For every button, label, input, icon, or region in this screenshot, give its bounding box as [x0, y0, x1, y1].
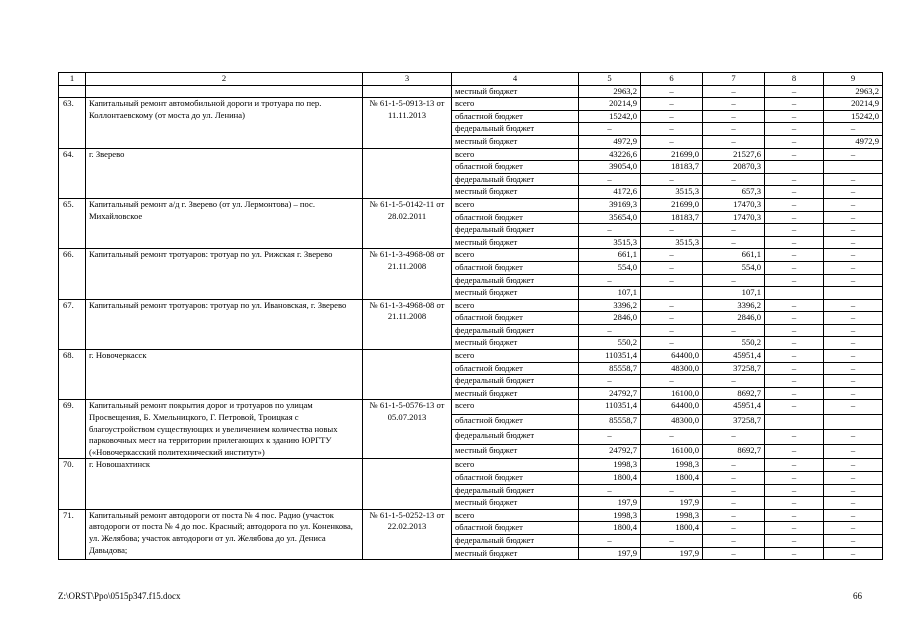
value-cell: – [824, 324, 883, 337]
budget-type-cell: федеральный бюджет [452, 375, 579, 388]
value-cell: 37258,7 [703, 415, 765, 430]
value-cell: 39169,3 [579, 198, 641, 211]
budget-type-cell: всего [452, 148, 579, 161]
value-cell: – [765, 299, 824, 312]
value-cell: 24792,7 [579, 387, 641, 400]
item-name: г. Зверево [86, 148, 363, 198]
value-cell: 20214,9 [824, 98, 883, 111]
item-name: Капитальный ремонт покрытия дорог и тротуаров по улицам Просвещения, Б. Хмельницкого, Г. Петровой, Троицкая с благоустройством существующих и увеличением количества новых парковочных мест на территории прилегающих к зданию ЮРГТУ («Новочеркасский политехнический институт») [86, 400, 363, 459]
table-row [59, 198, 883, 211]
value-cell: 1998,3 [579, 459, 641, 472]
column-number-row [59, 73, 883, 86]
value-cell: 15242,0 [579, 110, 641, 123]
budget-type-cell: всего [452, 350, 579, 363]
value-cell: – [824, 472, 883, 485]
value-cell [824, 415, 883, 430]
value-cell: 661,1 [579, 249, 641, 262]
value-cell: – [703, 135, 765, 148]
table-row [59, 400, 883, 415]
value-cell: 107,1 [703, 287, 765, 300]
value-cell: 21699,0 [641, 148, 703, 161]
value-cell: 1800,4 [641, 472, 703, 485]
value-cell: 24792,7 [579, 444, 641, 459]
value-cell: – [641, 261, 703, 274]
empty-cell [363, 85, 452, 98]
empty-cell [59, 85, 86, 98]
item-name: Капитальный ремонт тротуаров: тротуар по ул. Рижская г. Зверево [86, 249, 363, 299]
value-cell: – [703, 534, 765, 547]
value-cell: 64400,0 [641, 350, 703, 363]
value-cell: – [703, 522, 765, 535]
value-cell: – [703, 459, 765, 472]
value-cell: 1800,4 [579, 472, 641, 485]
value-cell: – [824, 186, 883, 199]
budget-type-cell: областной бюджет [452, 110, 579, 123]
value-cell: 2846,0 [579, 312, 641, 325]
column-number-cell: 3 [363, 73, 452, 86]
item-name: г. Новошахтинск [86, 459, 363, 509]
value-cell: – [765, 249, 824, 262]
value-cell: 550,2 [703, 337, 765, 350]
item-document: № 61-1-3-4968-08 от 21.11.2008 [363, 249, 452, 299]
budget-type-cell: областной бюджет [452, 312, 579, 325]
budget-type-cell: федеральный бюджет [452, 224, 579, 237]
empty-cell [86, 85, 363, 98]
value-cell: – [641, 312, 703, 325]
budget-type-cell: всего [452, 249, 579, 262]
value-cell: 550,2 [579, 337, 641, 350]
value-cell: – [765, 98, 824, 111]
value-cell: 45951,4 [703, 350, 765, 363]
value-cell: 20870,3 [703, 161, 765, 174]
value-cell: – [824, 534, 883, 547]
value-cell: – [765, 534, 824, 547]
value-cell: – [703, 484, 765, 497]
table-row [59, 509, 883, 522]
value-cell: – [765, 312, 824, 325]
value-cell: – [824, 148, 883, 161]
value-cell: 3515,3 [641, 186, 703, 199]
value-cell: 21699,0 [641, 198, 703, 211]
value-cell: – [703, 123, 765, 136]
value-cell: – [703, 173, 765, 186]
table-row [59, 98, 883, 111]
value-cell: – [765, 274, 824, 287]
value-cell: – [641, 85, 703, 98]
value-cell: 4972,9 [579, 135, 641, 148]
value-cell: 197,9 [579, 497, 641, 510]
column-number-cell: 6 [641, 73, 703, 86]
value-cell: 107,1 [579, 287, 641, 300]
value-cell: – [824, 274, 883, 287]
item-document [363, 350, 452, 400]
value-cell: – [765, 375, 824, 388]
budget-type-cell: всего [452, 299, 579, 312]
value-cell: – [765, 173, 824, 186]
value-cell: – [765, 522, 824, 535]
value-cell: – [641, 299, 703, 312]
value-cell: – [765, 472, 824, 485]
budget-type-cell: федеральный бюджет [452, 324, 579, 337]
value-cell: 8692,7 [703, 444, 765, 459]
value-cell: 1998,3 [641, 459, 703, 472]
value-cell: – [824, 224, 883, 237]
budget-type-cell: местный бюджет [452, 497, 579, 510]
value-cell: 17470,3 [703, 211, 765, 224]
budget-type-cell: местный бюджет [452, 444, 579, 459]
value-cell: – [765, 350, 824, 363]
budget-type-cell: всего [452, 198, 579, 211]
item-number: 67. [59, 299, 86, 349]
item-name: г. Новочеркасск [86, 350, 363, 400]
budget-type-cell: местный бюджет [452, 186, 579, 199]
value-cell: – [824, 312, 883, 325]
budget-type-cell: областной бюджет [452, 261, 579, 274]
value-cell: – [703, 324, 765, 337]
value-cell: – [641, 274, 703, 287]
item-number: 63. [59, 98, 86, 148]
budget-table [58, 72, 883, 560]
value-cell: 197,9 [579, 547, 641, 560]
value-cell: – [765, 484, 824, 497]
value-cell: – [824, 261, 883, 274]
value-cell: – [703, 429, 765, 444]
value-cell: – [765, 198, 824, 211]
value-cell: – [824, 249, 883, 262]
value-cell: 197,9 [641, 497, 703, 510]
value-cell: – [765, 547, 824, 560]
table-row [59, 459, 883, 472]
value-cell: – [765, 110, 824, 123]
value-cell: – [824, 362, 883, 375]
value-cell: – [824, 509, 883, 522]
item-number: 68. [59, 350, 86, 400]
value-cell: – [641, 484, 703, 497]
value-cell [641, 287, 703, 300]
value-cell [765, 415, 824, 430]
value-cell [765, 161, 824, 174]
value-cell [765, 287, 824, 300]
value-cell: – [765, 211, 824, 224]
value-cell: – [824, 173, 883, 186]
value-cell: – [641, 173, 703, 186]
item-document: № 61-1-5-0913-13 от 11.11.2013 [363, 98, 452, 148]
value-cell: – [824, 123, 883, 136]
value-cell: 2963,2 [824, 85, 883, 98]
value-cell: – [765, 261, 824, 274]
value-cell: – [824, 375, 883, 388]
value-cell: – [824, 400, 883, 415]
value-cell: – [703, 497, 765, 510]
value-cell: – [824, 198, 883, 211]
value-cell: – [641, 98, 703, 111]
budget-type-cell: федеральный бюджет [452, 429, 579, 444]
value-cell: – [703, 509, 765, 522]
column-number-cell: 4 [452, 73, 579, 86]
column-number-cell: 2 [86, 73, 363, 86]
item-document: № 61-1-5-0252-13 от 22.02.2013 [363, 509, 452, 559]
budget-type-cell: местный бюджет [452, 547, 579, 560]
value-cell: 3396,2 [579, 299, 641, 312]
item-number: 64. [59, 148, 86, 198]
value-cell: 16100,0 [641, 387, 703, 400]
value-cell: 37258,7 [703, 362, 765, 375]
value-cell: 657,3 [703, 186, 765, 199]
value-cell: – [579, 274, 641, 287]
value-cell: – [765, 497, 824, 510]
value-cell: 48300,0 [641, 415, 703, 430]
item-document: № 61-1-5-0576-13 от 05.07.2013 [363, 400, 452, 459]
value-cell: – [824, 429, 883, 444]
column-number-cell: 9 [824, 73, 883, 86]
value-cell: 45951,4 [703, 400, 765, 415]
value-cell: – [824, 484, 883, 497]
budget-type-cell: всего [452, 400, 579, 415]
value-cell: 661,1 [703, 249, 765, 262]
value-cell: 64400,0 [641, 400, 703, 415]
budget-type-cell: местный бюджет [452, 337, 579, 350]
item-number: 65. [59, 198, 86, 248]
value-cell: 197,9 [641, 547, 703, 560]
column-number-cell: 5 [579, 73, 641, 86]
budget-type-cell: областной бюджет [452, 415, 579, 430]
value-cell: – [703, 85, 765, 98]
value-cell: – [641, 337, 703, 350]
value-cell: – [765, 362, 824, 375]
value-cell: 3396,2 [703, 299, 765, 312]
value-cell: 35654,0 [579, 211, 641, 224]
value-cell: – [765, 324, 824, 337]
value-cell: 21527,6 [703, 148, 765, 161]
value-cell: – [824, 236, 883, 249]
column-number-cell: 8 [765, 73, 824, 86]
value-cell: 16100,0 [641, 444, 703, 459]
value-cell: 18183,7 [641, 161, 703, 174]
value-cell: 15242,0 [824, 110, 883, 123]
budget-type-cell: федеральный бюджет [452, 534, 579, 547]
column-number-cell: 7 [703, 73, 765, 86]
value-cell: – [703, 110, 765, 123]
table-row [59, 249, 883, 262]
value-cell: 48300,0 [641, 362, 703, 375]
value-cell: 17470,3 [703, 198, 765, 211]
value-cell: 1998,3 [641, 509, 703, 522]
value-cell: – [703, 472, 765, 485]
value-cell: 1998,3 [579, 509, 641, 522]
value-cell: – [765, 135, 824, 148]
footer-page-number: 66 [853, 591, 862, 601]
value-cell: – [641, 534, 703, 547]
value-cell: – [824, 337, 883, 350]
value-cell: – [579, 173, 641, 186]
value-cell: – [765, 337, 824, 350]
value-cell: – [824, 299, 883, 312]
value-cell: 4972,9 [824, 135, 883, 148]
item-number: 70. [59, 459, 86, 509]
value-cell: – [641, 249, 703, 262]
value-cell: – [765, 148, 824, 161]
value-cell: – [765, 186, 824, 199]
value-cell: – [824, 522, 883, 535]
value-cell: – [579, 484, 641, 497]
item-number: 69. [59, 400, 86, 459]
value-cell: 1800,4 [579, 522, 641, 535]
value-cell: – [579, 429, 641, 444]
table-row [59, 350, 883, 363]
value-cell: 43226,6 [579, 148, 641, 161]
budget-type-cell: всего [452, 509, 579, 522]
value-cell: 20214,9 [579, 98, 641, 111]
value-cell: – [765, 224, 824, 237]
table-row [59, 148, 883, 161]
budget-type-cell: областной бюджет [452, 472, 579, 485]
value-cell: 85558,7 [579, 415, 641, 430]
value-cell: 3515,3 [641, 236, 703, 249]
value-cell: 85558,7 [579, 362, 641, 375]
item-document [363, 459, 452, 509]
value-cell: – [765, 123, 824, 136]
item-name: Капитальный ремонт тротуаров: тротуар по ул. Ивановская, г. Зверево [86, 299, 363, 349]
budget-type-cell: местный бюджет [452, 85, 579, 98]
value-cell: – [824, 547, 883, 560]
value-cell: – [579, 534, 641, 547]
value-cell: – [703, 547, 765, 560]
value-cell: – [641, 123, 703, 136]
value-cell: – [641, 224, 703, 237]
value-cell: – [765, 236, 824, 249]
value-cell: – [703, 375, 765, 388]
value-cell: 110351,4 [579, 350, 641, 363]
budget-type-cell: областной бюджет [452, 211, 579, 224]
budget-type-cell: федеральный бюджет [452, 123, 579, 136]
value-cell: – [703, 224, 765, 237]
budget-type-cell: федеральный бюджет [452, 173, 579, 186]
value-cell: – [824, 497, 883, 510]
value-cell: 2963,2 [579, 85, 641, 98]
value-cell: – [641, 135, 703, 148]
value-cell: 554,0 [703, 261, 765, 274]
item-name: Капитальный ремонт автодороги от поста № 4 пос. Радио (участок автодороги от поста № 4 до пос. Красный; автодорога по ул. Коненкова, ул. Желябова; участок автодороги от ул. Желябова до ул. Дениса Давыдова; [86, 509, 363, 559]
budget-type-cell: всего [452, 459, 579, 472]
value-cell: – [641, 110, 703, 123]
item-name: Капитальный ремонт автомобильной дороги и тротуара по пер. Коллонтаевскому (от моста до ул. Ленина) [86, 98, 363, 148]
budget-type-cell: местный бюджет [452, 135, 579, 148]
value-cell: – [765, 400, 824, 415]
value-cell: 3515,3 [579, 236, 641, 249]
value-cell: – [703, 274, 765, 287]
value-cell: – [765, 444, 824, 459]
value-cell: – [579, 224, 641, 237]
budget-type-cell: областной бюджет [452, 161, 579, 174]
item-number: 66. [59, 249, 86, 299]
value-cell: – [824, 350, 883, 363]
value-cell: – [579, 324, 641, 337]
table-row [59, 299, 883, 312]
budget-type-cell: федеральный бюджет [452, 274, 579, 287]
value-cell: – [824, 444, 883, 459]
budget-type-cell: местный бюджет [452, 387, 579, 400]
value-cell: – [579, 375, 641, 388]
value-cell: – [641, 429, 703, 444]
value-cell: 18183,7 [641, 211, 703, 224]
value-cell: – [703, 236, 765, 249]
value-cell: 8692,7 [703, 387, 765, 400]
value-cell: – [765, 509, 824, 522]
value-cell: – [641, 375, 703, 388]
value-cell: 39054,0 [579, 161, 641, 174]
value-cell: 554,0 [579, 261, 641, 274]
value-cell: – [824, 387, 883, 400]
value-cell: – [765, 387, 824, 400]
value-cell: – [765, 85, 824, 98]
value-cell: 4172,6 [579, 186, 641, 199]
budget-type-cell: областной бюджет [452, 522, 579, 535]
value-cell: – [703, 98, 765, 111]
value-cell: – [824, 459, 883, 472]
value-cell: 1800,4 [641, 522, 703, 535]
value-cell: – [824, 211, 883, 224]
item-document: № 61-1-3-4968-08 от 21.11.2008 [363, 299, 452, 349]
value-cell: – [579, 123, 641, 136]
value-cell: 2846,0 [703, 312, 765, 325]
budget-type-cell: всего [452, 98, 579, 111]
budget-type-cell: областной бюджет [452, 362, 579, 375]
item-document [363, 148, 452, 198]
value-cell [824, 161, 883, 174]
table-row [59, 85, 883, 98]
value-cell: – [641, 324, 703, 337]
item-document: № 61-1-5-0142-11 от 28.02.2011 [363, 198, 452, 248]
item-name: Капитальный ремонт а/д г. Зверево (от ул. Лермонтова) – пос. Михайловское [86, 198, 363, 248]
column-number-cell: 1 [59, 73, 86, 86]
footer-file-path: Z:\ORST\Ppo\0515p347.f15.docx [58, 591, 181, 601]
value-cell: – [765, 459, 824, 472]
budget-type-cell: местный бюджет [452, 236, 579, 249]
value-cell: 110351,4 [579, 400, 641, 415]
value-cell [824, 287, 883, 300]
budget-type-cell: федеральный бюджет [452, 484, 579, 497]
value-cell: – [765, 429, 824, 444]
budget-type-cell: местный бюджет [452, 287, 579, 300]
item-number: 71. [59, 509, 86, 559]
